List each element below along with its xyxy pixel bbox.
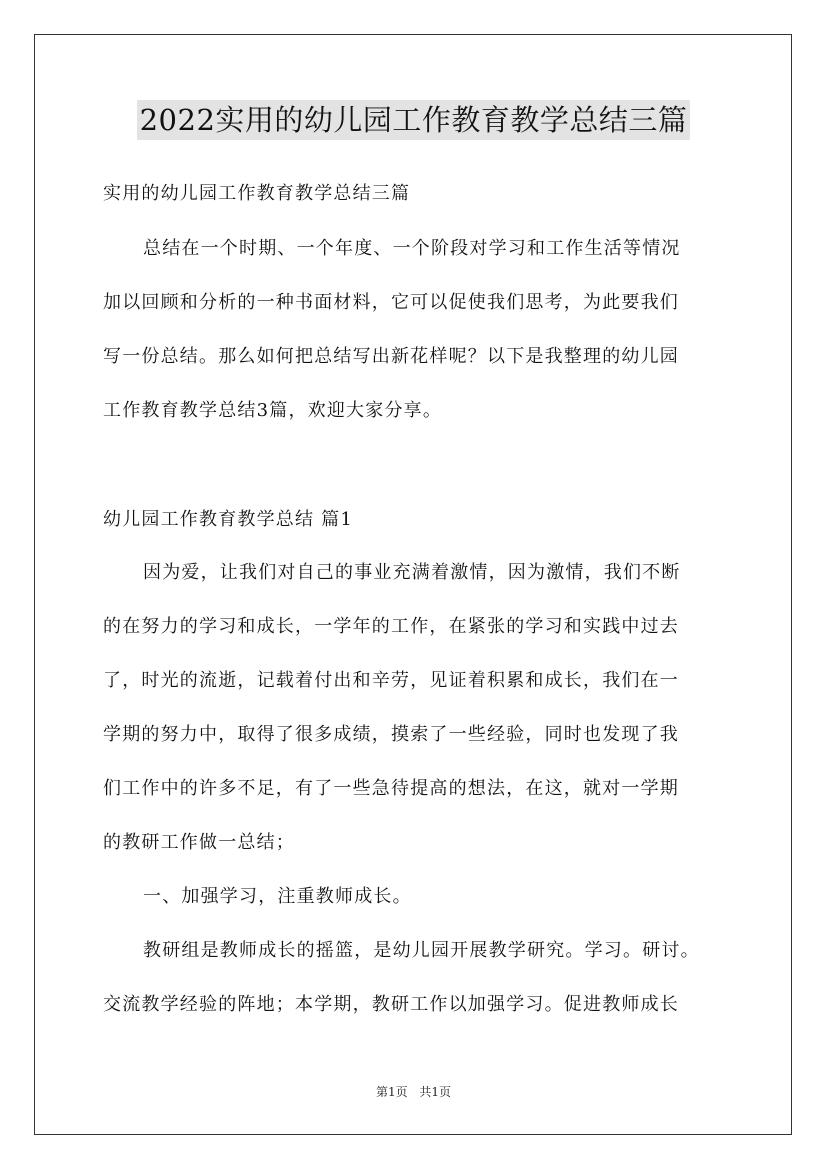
section-line: 了，时光的流逝，记载着付出和辛劳，见证着积累和成长，我们在一 xyxy=(103,670,679,691)
intro-line: 工作教育教学总结3篇，欢迎大家分享。 xyxy=(103,400,443,421)
intro-line: 总结在一个时期、一个年度、一个阶段对学习和工作生活等情况 xyxy=(143,238,681,259)
section-line: 的教研工作做一总结； xyxy=(103,832,295,853)
page-number: 第1页 xyxy=(375,1085,408,1099)
document-title: 2022实用的幼儿园工作教育教学总结三篇 xyxy=(137,100,691,140)
section-heading: 幼儿园工作教育教学总结 篇1 xyxy=(103,509,353,530)
intro-line: 加以回顾和分析的一种书面材料，它可以促使我们思考，为此要我们 xyxy=(103,292,679,313)
point-line: 教研组是教师成长的摇篮，是幼儿园开展教学研究。学习。研讨。 xyxy=(143,940,700,961)
point-line: 交流教学经验的阵地；本学期，教研工作以加强学习。促进教师成长 xyxy=(103,994,679,1015)
document-subtitle: 实用的幼儿园工作教育教学总结三篇 xyxy=(103,183,411,204)
page-total: 共1页 xyxy=(419,1085,452,1099)
section-line: 的在努力的学习和成长，一学年的工作，在紧张的学习和实践中过去 xyxy=(103,616,679,637)
page-footer xyxy=(0,1084,827,1100)
title-block xyxy=(0,100,827,140)
point-heading: 一、加强学习，注重教师成长。 xyxy=(143,886,412,907)
section-line: 因为爱，让我们对自己的事业充满着激情，因为激情，我们不断 xyxy=(143,562,681,583)
section-line: 们工作中的许多不足，有了一些急待提高的想法，在这，就对一学期 xyxy=(103,778,679,799)
intro-line: 写一份总结。那么如何把总结写出新花样呢？以下是我整理的幼儿园 xyxy=(103,346,679,367)
section-line: 学期的努力中，取得了很多成绩，摸索了一些经验，同时也发现了我 xyxy=(103,724,679,745)
